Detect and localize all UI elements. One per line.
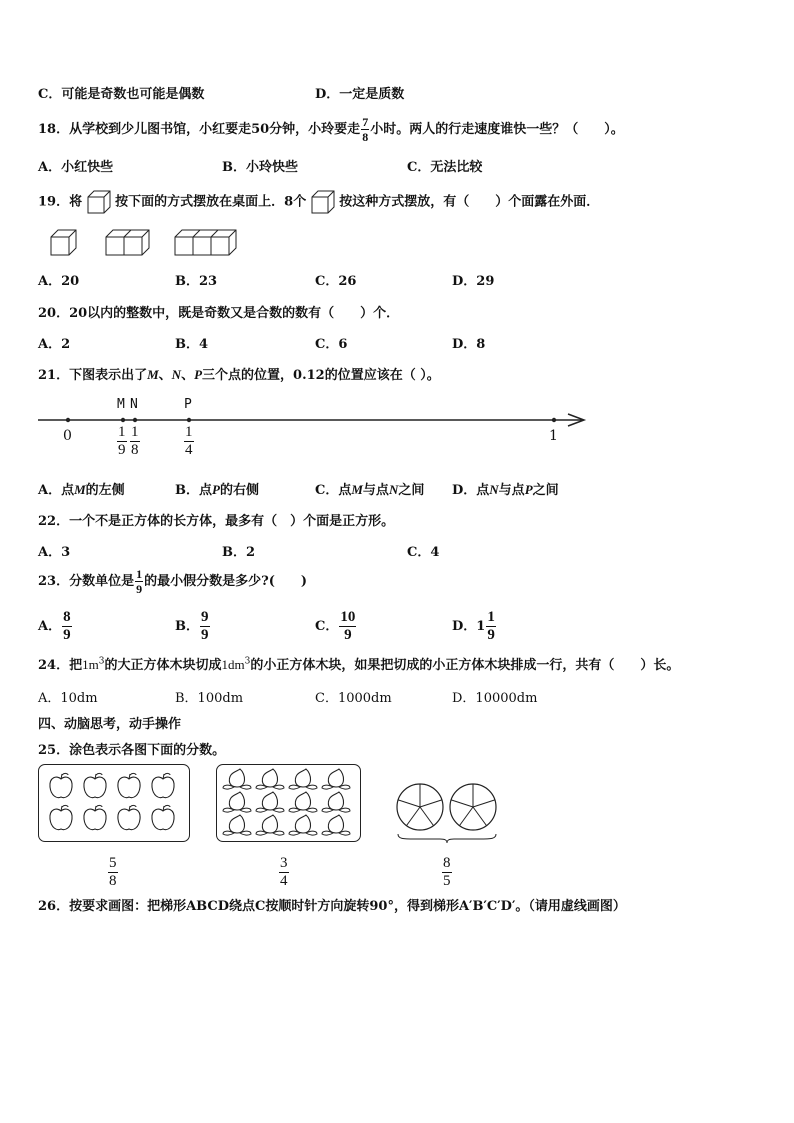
q21-option-d: D．点N与点P之间: [452, 482, 559, 498]
brace: [398, 834, 496, 843]
q18-option-a: A．小红快些: [38, 160, 114, 175]
apple-icon: [50, 805, 72, 829]
unit-fraction: $\frac{1}{9}$: [136, 567, 143, 596]
fraction-one-quarter: $\frac{1}{4}$: [185, 424, 193, 458]
q18-question: 18．从学校到少儿图书馆，小红要走50分钟，小玲要走 $\frac{7}{8}$ 小时。两人的行走速度谁快一些？（ ）。: [38, 115, 624, 144]
q23-option-a: A． $\frac{8}{9}$: [38, 609, 71, 643]
apple-panel: [38, 764, 190, 842]
peach-icon: [289, 815, 317, 835]
q24-option-b: B．100dm: [175, 691, 244, 706]
peach-icon: [223, 769, 251, 789]
circle-pair-figure: [395, 782, 500, 842]
peach-icon: [256, 792, 284, 812]
q23-option-c: C． $\frac{10}{9}$: [315, 609, 356, 643]
tick-1-label: 1: [549, 428, 558, 444]
q18-option-b: B．小玲快些: [222, 160, 298, 175]
q19-option-b: B．23: [175, 274, 218, 289]
fraction-one-eighth: $\frac{1}{8}$: [131, 424, 139, 458]
apple-icon: [118, 805, 140, 829]
q22-option-a: A．3: [38, 545, 71, 560]
fraction-five-eighths: $\frac{5}{8}$: [109, 855, 117, 889]
q20-option-c: C．6: [315, 337, 348, 352]
divided-circle: [397, 784, 443, 830]
q22-question: 22．一个不是正方体的长方体，最多有（ ）个面是正方形。: [38, 514, 395, 529]
fraction-one-ninth: $\frac{1}{9}$: [118, 424, 126, 458]
q20-question: 20．20以内的整数中，既是奇数又是合数的数有（ ）个．: [38, 306, 400, 321]
point-p-label: P: [184, 397, 192, 412]
q19-option-d: D．29: [452, 274, 495, 289]
apple-icon: [118, 773, 140, 797]
cube-icon: [311, 190, 335, 214]
point-n-label: N: [130, 397, 138, 412]
cube-arrangements-figure: [50, 229, 240, 257]
peach-icon: [322, 792, 350, 812]
apple-icon: [152, 773, 174, 797]
fraction-eight-fifths: $\frac{8}{5}$: [443, 855, 451, 889]
point-m-label: M: [117, 397, 125, 412]
peach-icon: [256, 769, 284, 789]
number-line: [38, 395, 598, 467]
q17-option-c: C．可能是奇数也可能是偶数: [38, 87, 205, 102]
q19-question: 19．将 按下面的方式摆放在桌面上．8个 按这种方式摆放，有（ ）个面露在外面．: [38, 190, 599, 214]
peach-icon: [223, 792, 251, 812]
peach-icon: [322, 815, 350, 835]
q18-option-c: C．无法比较: [407, 160, 483, 175]
q20-option-a: A．2: [38, 337, 71, 352]
q24-option-d: D．10000dm: [452, 691, 538, 706]
q20-option-b: B．4: [175, 337, 209, 352]
tick-0-label: 0: [63, 428, 72, 444]
q20-option-d: D．8: [452, 337, 486, 352]
q24-option-a: A．10dm: [38, 691, 98, 706]
peach-icon: [256, 815, 284, 835]
q21-option-a: A．点M的左侧: [38, 482, 125, 498]
peach-icon: [322, 769, 350, 789]
q26-question: 26．按要求画图：把梯形ABCD绕点C按顺时针方向旋转90°，得到梯形A′B′C′D′。（请用虚线画图）: [38, 899, 626, 914]
apple-icon: [84, 805, 106, 829]
peach-icon: [289, 792, 317, 812]
q22-option-b: B．2: [222, 545, 256, 560]
cube-icon: [87, 190, 111, 214]
q19-option-a: A．20: [38, 274, 80, 289]
q21-question: 21．下图表示出了M、N、P三个点的位置，0.12的位置应该在（ ）。: [38, 367, 440, 383]
apple-icon: [50, 773, 72, 797]
q24-question: 24．把$1m^3$的大正方体木块切成$1dm^3$的小正方体木块，如果把切成的小正方体木块排成一行，共有（ ）长。: [38, 656, 680, 673]
peach-icon: [223, 815, 251, 835]
section-heading: 四、动脑思考，动手操作: [38, 717, 182, 732]
peach-icon: [289, 769, 317, 789]
apple-icon: [84, 773, 106, 797]
q25-question: 25．涂色表示各图下面的分数。: [38, 743, 226, 758]
q24-option-c: C．1000dm: [315, 691, 392, 706]
q21-option-b: B．点P的右侧: [175, 482, 259, 498]
q21-option-c: C．点M与点N之间: [315, 482, 425, 498]
q18-fraction: $\frac{7}{8}$: [362, 115, 369, 144]
q19-option-c: C．26: [315, 274, 357, 289]
divided-circle: [450, 784, 496, 830]
q17-option-d: D．一定是质数: [315, 87, 405, 102]
q22-option-c: C．4: [407, 545, 440, 560]
q23-option-b: B． $\frac{9}{9}$: [175, 609, 209, 643]
q23-question: 23．分数单位是 $\frac{1}{9}$ 的最小假分数是多少?( ): [38, 567, 308, 596]
q23-option-d: D．1 $\frac{1}{9}$: [452, 609, 495, 643]
peach-panel: [216, 764, 361, 842]
fraction-three-quarters: $\frac{3}{4}$: [280, 855, 288, 889]
apple-icon: [152, 805, 174, 829]
